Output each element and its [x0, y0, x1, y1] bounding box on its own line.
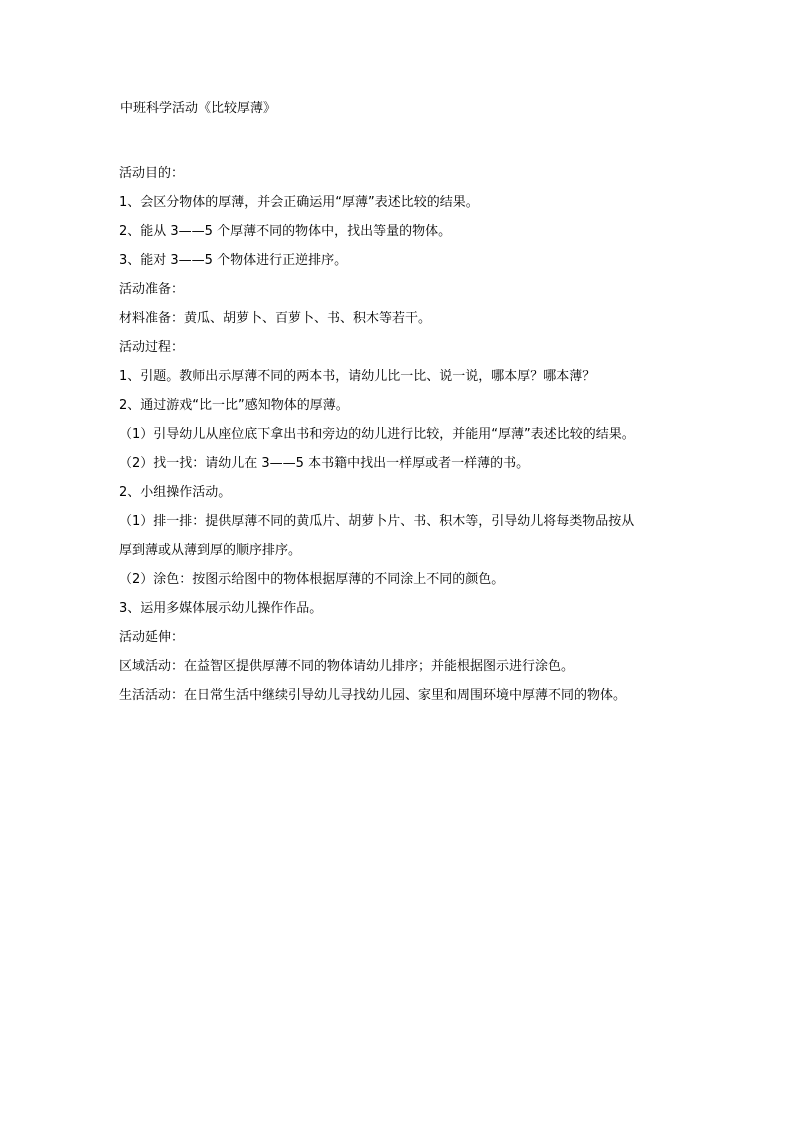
document-title: 中班科学活动《比较厚薄》	[120, 101, 277, 116]
process-step: 1、引题。教师出示厚薄不同的两本书，请幼儿比一比、说一说，哪本厚？哪本薄？	[119, 369, 596, 384]
process-substep: （2）找一找：请幼儿在 3——5 本书籍中找出一样厚或者一样薄的书。	[119, 456, 530, 471]
process-step: 3、运用多媒体展示幼儿操作作品。	[119, 601, 323, 616]
materials-line: 材料准备：黄瓜、胡萝卜、百萝卜、书、积木等若干。	[119, 311, 432, 326]
process-step: 2、小组操作活动。	[119, 485, 232, 500]
document-body	[119, 159, 679, 710]
section-heading-preparation: 活动准备：	[119, 282, 185, 297]
extension-item: 区域活动：在益智区提供厚薄不同的物体请幼儿排序；并能根据图示进行涂色。	[119, 659, 575, 674]
objective-item: 3、能对 3——5 个物体进行正逆排序。	[119, 253, 348, 268]
process-step: 2、通过游戏“比一比”感知物体的厚薄。	[119, 398, 349, 413]
objective-item: 1、会区分物体的厚薄，并会正确运用“厚薄”表述比较的结果。	[119, 195, 479, 210]
process-substep-continuation: 厚到薄或从薄到厚的顺序排序。	[119, 543, 302, 558]
process-substep: （1）引导幼儿从座位底下拿出书和旁边的幼儿进行比较，并能用“厚薄”表述比较的结果。	[119, 427, 635, 442]
section-heading-objectives: 活动目的：	[119, 166, 185, 181]
extension-item: 生活活动：在日常生活中继续引导幼儿寻找幼儿园、家里和周围环境中厚薄不同的物体。	[119, 688, 627, 703]
process-substep: （2）涂色：按图示给图中的物体根据厚薄的不同涂上不同的颜色。	[119, 572, 505, 587]
process-substep: （1）排一排：提供厚薄不同的黄瓜片、胡萝卜片、书、积木等，引导幼儿将每类物品按从	[119, 514, 635, 529]
section-heading-extension: 活动延伸：	[119, 630, 185, 645]
section-heading-process: 活动过程：	[119, 340, 185, 355]
objective-item: 2、能从 3——5 个厚薄不同的物体中，找出等量的物体。	[119, 224, 452, 239]
